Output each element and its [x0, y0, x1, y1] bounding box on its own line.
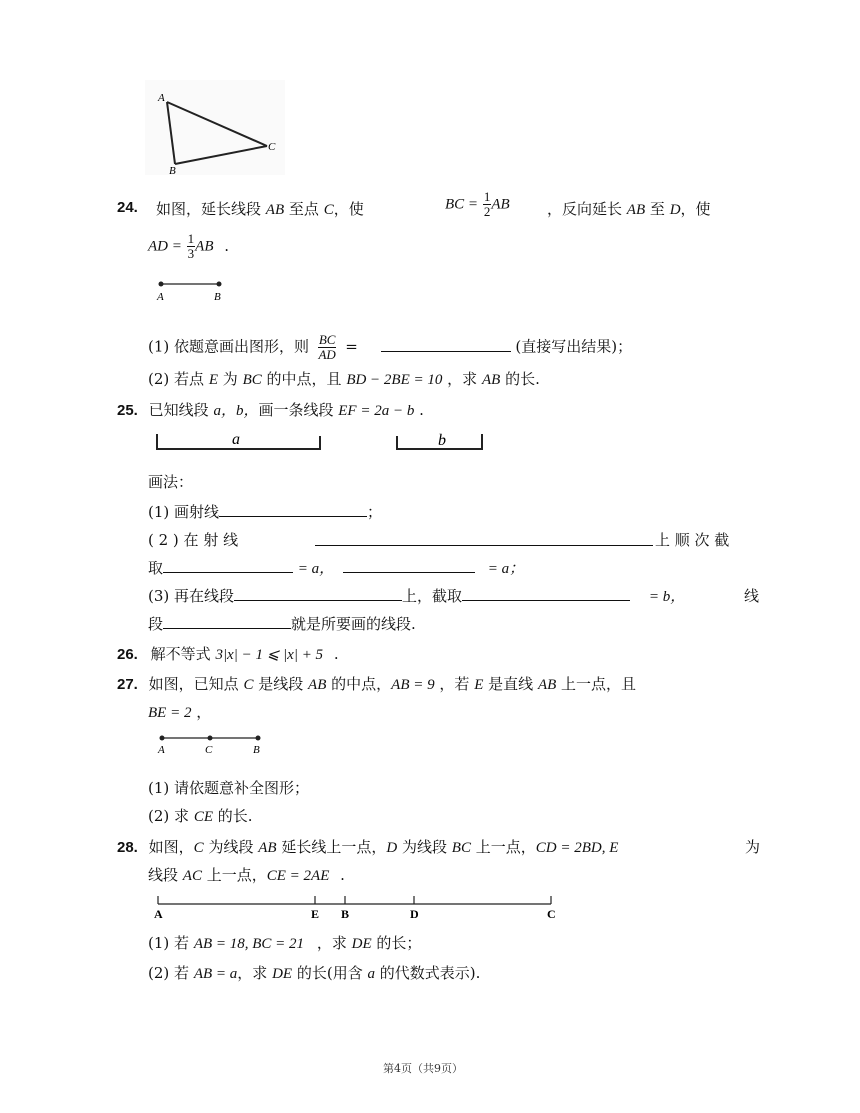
- q25-step2-line2: [148, 557, 524, 578]
- math-condition: BD − 2BE = 10: [346, 372, 443, 388]
- q24-ad-expr: [148, 232, 229, 261]
- ray-name-blank[interactable]: [315, 531, 653, 546]
- question-25: [117, 399, 424, 420]
- q28-part2: [148, 962, 480, 983]
- math-c: C: [243, 677, 254, 693]
- math-eq: = a，: [297, 561, 335, 577]
- text: 的中点，: [331, 675, 392, 693]
- text: 的长.: [217, 807, 253, 825]
- text: 是线段: [258, 675, 304, 693]
- question-24: [117, 198, 138, 216]
- text: 是直线: [488, 675, 534, 693]
- math-ab: AB: [308, 677, 327, 693]
- cut-blank-1[interactable]: [163, 558, 293, 573]
- math-ab9: AB = 9: [391, 677, 435, 693]
- math-be2: BE = 2: [148, 705, 192, 721]
- math-de: DE: [272, 966, 293, 982]
- ray-blank[interactable]: [219, 502, 367, 517]
- math-d: D: [669, 202, 681, 218]
- text: 如图，延长线段: [156, 200, 262, 218]
- method-heading: 画法：: [148, 473, 194, 491]
- equals: =: [345, 337, 358, 356]
- math-e: E: [208, 372, 218, 388]
- q28-part1: [148, 932, 421, 953]
- text: (1) 依题意画出图形，则: [148, 337, 310, 356]
- math-ce: CE: [193, 809, 213, 825]
- math-expr: EF = 2a − b: [338, 403, 415, 419]
- denominator: AD: [318, 347, 336, 362]
- question-26: [117, 643, 339, 664]
- text: 如图，: [148, 838, 194, 856]
- math-bc: BC: [451, 840, 471, 856]
- answer-blank[interactable]: [381, 337, 511, 352]
- math-bc: BC: [242, 372, 262, 388]
- text: 上 顺 次 截: [655, 531, 730, 549]
- text: 为: [222, 370, 238, 388]
- math-a: a: [367, 966, 375, 982]
- vertex-c-label: C: [268, 141, 276, 153]
- text: 为: [745, 838, 761, 856]
- question-27: [117, 673, 636, 694]
- text: 至点: [288, 200, 319, 218]
- math-ab: AB: [537, 677, 557, 693]
- text: (2) 求: [148, 807, 190, 825]
- math-vars: a，b，: [213, 403, 259, 419]
- point-c-label: C: [205, 744, 213, 756]
- math-ab: AB: [626, 202, 646, 218]
- text: 的代数式表示).: [379, 964, 481, 982]
- text: ，求: [316, 934, 347, 952]
- q28-line2: [148, 864, 345, 885]
- math-de: DE: [351, 936, 372, 952]
- text: 段: [148, 615, 164, 633]
- period: .: [419, 401, 424, 419]
- segment-b-label: b: [438, 432, 446, 449]
- segment-a-label: a: [232, 431, 240, 448]
- math-inequality: 3|x| − 1 ⩽ |x| + 5: [215, 647, 324, 663]
- q24-part1: [148, 333, 632, 362]
- vertex-a-label: A: [158, 92, 165, 104]
- numerator: 1: [483, 189, 491, 204]
- math-eq: = a；: [487, 561, 525, 577]
- math-ab: AB: [491, 196, 510, 213]
- text: ，求: [237, 964, 268, 982]
- numerator: 1: [187, 231, 195, 246]
- cut-blank-2[interactable]: [343, 558, 475, 573]
- text: ，求: [447, 370, 478, 388]
- question-number: 25.: [117, 402, 138, 419]
- text: 取: [148, 559, 164, 577]
- q27-line2: [148, 701, 211, 722]
- text: 已知线段: [148, 401, 209, 419]
- triangle-figure: [145, 80, 285, 175]
- number-line-figure: [150, 890, 565, 922]
- point-a-label: A: [157, 291, 164, 303]
- math-d: D: [386, 840, 398, 856]
- q25-step2: [148, 529, 238, 550]
- point-a-label: A: [154, 907, 163, 921]
- text: (3) 再在线段: [148, 587, 235, 605]
- math-expr: AB = 18, BC = 21: [193, 936, 305, 952]
- period: .: [333, 645, 339, 663]
- question-number: 26.: [117, 646, 138, 663]
- math-ab: AB: [265, 202, 285, 218]
- numerator: BC: [318, 332, 336, 347]
- text: 的长(用含: [296, 964, 363, 982]
- question-28: [117, 836, 618, 857]
- q25-step3-line2: [148, 613, 416, 634]
- text: ，反向延长: [547, 200, 623, 218]
- q27-part2: [148, 805, 253, 826]
- text: 画一条线段: [258, 401, 334, 419]
- q24-line1-end: [547, 198, 711, 219]
- text: 就是所要画的线段.: [291, 615, 416, 633]
- q28-line1-end: [745, 836, 760, 857]
- point-e-label: E: [311, 907, 320, 921]
- page-footer: 第4页（共9页）: [383, 1062, 463, 1075]
- text: (1) 若: [148, 934, 190, 952]
- fraction-bc-ad: [318, 333, 337, 362]
- math-c: C: [193, 840, 204, 856]
- question-number: 24.: [117, 199, 138, 216]
- text: ；: [367, 503, 383, 521]
- text: ，使: [333, 200, 364, 218]
- point-d-label: D: [410, 907, 419, 921]
- segment-ab-figure: [155, 278, 230, 306]
- math-ac: AC: [182, 868, 202, 884]
- question-number: 28.: [117, 839, 138, 856]
- text: 线: [744, 587, 760, 605]
- text: 的长；: [376, 934, 422, 952]
- math-ab: AB: [258, 840, 277, 856]
- text: (2) 若: [148, 964, 190, 982]
- text: ，: [196, 703, 212, 721]
- text: 线段: [148, 866, 179, 884]
- point-c-label: C: [547, 907, 556, 921]
- point-b-label: B: [253, 744, 260, 756]
- text: 为线段: [402, 838, 448, 856]
- text: 如图，已知点: [148, 675, 239, 693]
- text: 上，截取: [402, 587, 463, 605]
- text: 解不等式: [150, 645, 211, 663]
- denominator: 2: [483, 204, 491, 219]
- denominator: 3: [187, 246, 195, 261]
- q25-step1: [148, 501, 382, 522]
- text: 的长.: [505, 370, 540, 388]
- fraction-third: [187, 232, 196, 261]
- q27-part1: (1) 请依题意补全图形；: [148, 779, 310, 797]
- point-b-label: B: [214, 291, 221, 303]
- period: .: [340, 866, 345, 884]
- text: (1) 画射线: [148, 503, 220, 521]
- math-ad: AD =: [148, 238, 182, 255]
- math-ab: AB: [195, 238, 214, 255]
- segment-acb-figure: [156, 732, 268, 758]
- question-number: 27.: [117, 676, 138, 693]
- period: .: [224, 236, 230, 255]
- segment-blank-2[interactable]: [462, 586, 630, 601]
- math-ce: CE = 2AE: [266, 868, 330, 884]
- math-bc: BC =: [445, 196, 479, 213]
- text: 上一点，: [475, 838, 536, 856]
- q24-part2: [148, 368, 540, 389]
- q25-step3-end: [744, 585, 759, 606]
- segment-b-figure: [394, 428, 490, 458]
- text: 的中点，且: [266, 370, 342, 388]
- text: ( 2 ) 在 射 线: [148, 531, 239, 549]
- point-b-label: B: [341, 907, 350, 921]
- text: 延长线上一点，: [281, 838, 387, 856]
- math-ab: AB: [481, 372, 501, 388]
- vertex-b-label: B: [169, 165, 176, 175]
- text: (2) 若点: [148, 370, 205, 388]
- math-c: C: [323, 202, 334, 218]
- text: 至: [649, 200, 665, 218]
- q24-bc-expr: [445, 190, 510, 219]
- point-a-label: A: [158, 744, 165, 756]
- result-blank[interactable]: [163, 614, 291, 629]
- segment-a-figure: [154, 428, 326, 458]
- math-expr: AB = a: [193, 966, 238, 982]
- text: (直接写出结果)；: [515, 337, 633, 356]
- math-e: E: [474, 677, 484, 693]
- q25-step3: [148, 585, 685, 606]
- q24-line1: [156, 198, 364, 219]
- text: ，使: [680, 200, 711, 218]
- math-eq: = b，: [648, 589, 686, 605]
- text: 为线段: [208, 838, 254, 856]
- text: 上一点，: [206, 866, 267, 884]
- text: ，若: [439, 675, 470, 693]
- q25-step2-end: [655, 529, 729, 550]
- text: 上一点，且: [561, 675, 637, 693]
- segment-blank-1[interactable]: [234, 586, 402, 601]
- math-cd: CD = 2BD, E: [535, 840, 619, 856]
